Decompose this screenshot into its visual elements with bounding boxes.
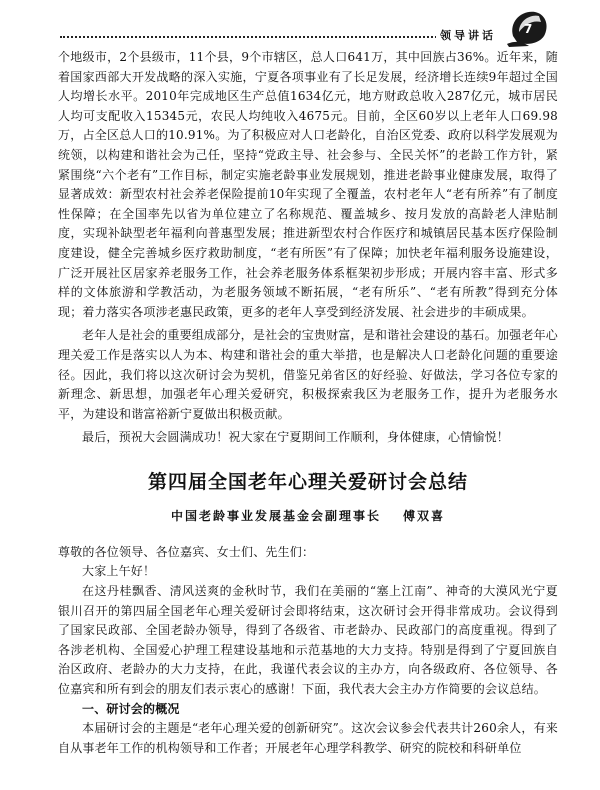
article-title: 第四届全国老年心理关爱研讨会总结 bbox=[147, 470, 468, 493]
prev-article-paragraph-1: 个地级市，2个县级市，11个县，9个市辖区，总人口641万，其中回族占36%。近年来，随着国家西部大开发战略的深入实施，宁夏各项事业有了长足发展，经济增长连续9年超过全国人均增长水平。2010年完成地区生产总值1634亿元，地方财政总收入287亿元，城市居民人均可支配收入15345元，农民人均纯收入4675元。目前，全区60岁以上老年人口69.98万，占全区总人口的10.91%。为了积极应对人口老龄化，自治区党委、政府以科学发展观为统领，以构建和谐社会为己任，坚持“党政主导、社会参与、全民关怀”的老龄工作方针，紧紧围绕“六个老有”工作目标，制定实施老龄事业发展规划，推进老龄事业健康发展，取得了显著成效：新型农村社会养老保险提前10年实现了全覆盖，农村老年人“老有所养”有了制度性保障；在全国率先以省为单位建立了名称规范、覆盖城乡、按月发放的高龄老人津贴制度，实现补缺型老年福利向普惠型发展；推进新型农村合作医疗和城镇居民基本医疗保险制度建设，健全完善城乡医疗救助制度，“老有所医”有了保障；加快老年福利服务设施建设，广泛开展社区居家养老服务工作，社会养老服务体系框架初步形成；开展内容丰富、形式多样的文体旅游和学教活动，为老服务领域不断拓展，“老有所乐”、“老有所教”得到充分体现；着力落实各项涉老惠民政策，更多的老年人享受到经济发展、社会进步的丰硕成果。 bbox=[58, 50, 558, 319]
byline bbox=[58, 507, 558, 525]
article-paragraph-1: 在这丹桂飘香、清风送爽的金秋时节，我们在美丽的“塞上江南”、神奇的大漠风光宁夏银川召开的第四届全国老年心理关爱研讨会即将结束，这次研讨会开得非常成功。会议得到了国家民政部、全国老龄办领导，得到了各级省、市老龄办、民政部门的高度重视。得到了各涉老机构、全国爱心护理工程建设基地和示范基地的大力支持。特别是得到了宁夏回族自治区政府、老龄办的大力支持，在此，我谨代表会议的主办方，向各级政府、各位领导、各位嘉宾和所有到会的朋友们表示衷心的感谢！下面，我代表大会主办方作简要的会议总结。 bbox=[58, 584, 558, 697]
author-name: 傅双喜 bbox=[403, 508, 446, 523]
page-number: 7 bbox=[524, 22, 533, 36]
section-heading-1: 一、研讨会的概况 bbox=[82, 701, 180, 716]
salutation: 尊敬的各位领导、各位嘉宾、女士们、先生们： bbox=[58, 544, 315, 559]
section-label: 领导讲话 bbox=[436, 27, 500, 43]
page-body bbox=[58, 48, 558, 758]
greeting: 大家上午好！ bbox=[82, 564, 156, 579]
article-paragraph-2: 本届研讨会的主题是“老年心理关爱的创新研究”。这次会议参会代表共计260余人，有来自从事老年工作的机构领导和工作者；开展老年心理学科教学、研究的院校和科研单位 bbox=[58, 721, 558, 755]
author-role: 中国老龄事业发展基金会副理事长 bbox=[170, 508, 381, 523]
prev-article-paragraph-2: 老年人是社会的重要组成部分，是社会的宝贵财富，是和谐社会建设的基石。加强老年心理关爱工作是落实以人为本、构建和谐社会的重大举措，也是解决人口老龄化问题的重要途径。因此，我们将以这次研讨会为契机，借鉴兄弟省区的好经验、好做法，学习各位专家的新理念、新思想，加强老年心理关爱研究，积极探索我区为老服务工作，提升为老服务水平，为建设和谐富裕新宁夏做出积极贡献。 bbox=[58, 328, 558, 421]
running-header bbox=[0, 0, 600, 48]
prev-article-closing: 最后，预祝大会圆满成功！祝大家在宁夏期间工作顺利，身体健康，心情愉悦！ bbox=[82, 430, 510, 445]
header-dotted-rule bbox=[60, 36, 500, 38]
